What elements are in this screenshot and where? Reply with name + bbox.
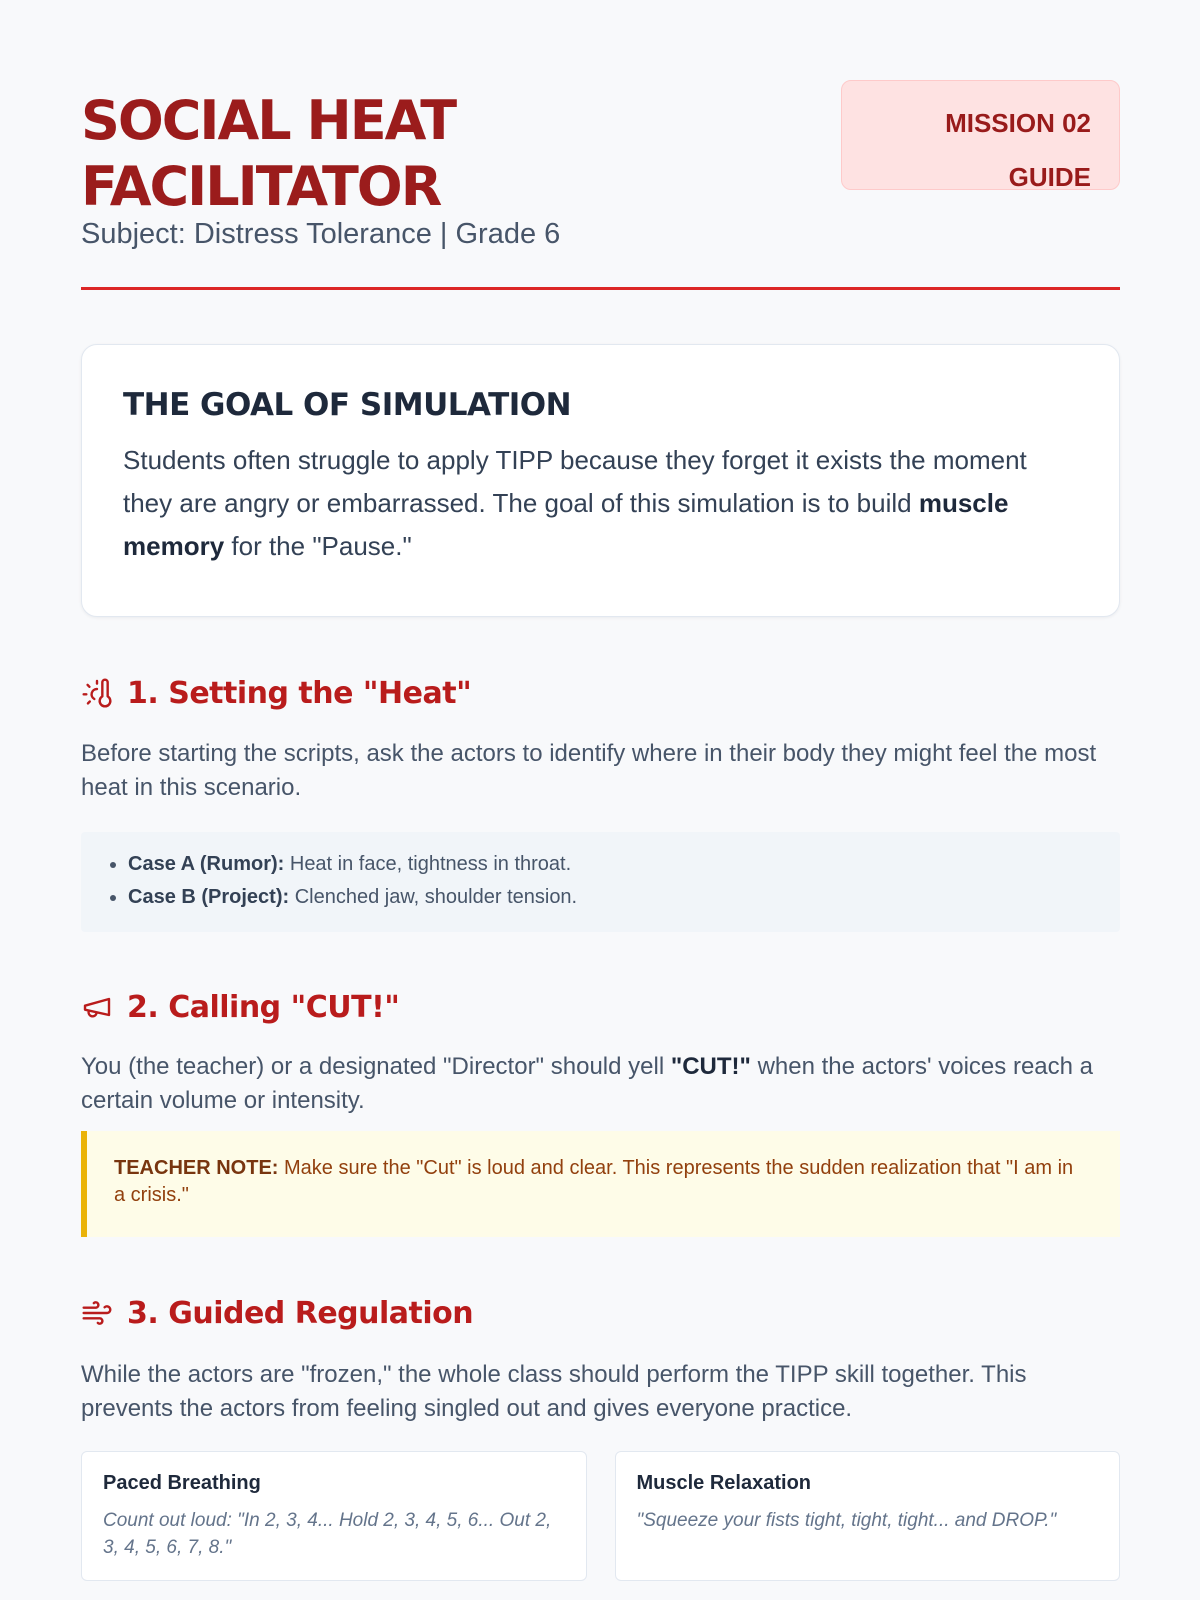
- badge-line-2: GUIDE: [1008, 162, 1091, 192]
- teacher-note-text: Make sure the "Cut" is loud and clear. This represents the sudden realization that "I am in a crisis.": [114, 1157, 1074, 1206]
- teacher-note: [81, 1131, 1120, 1237]
- section-text-2-after: when the actors' voices reach a certain volume or intensity.: [81, 1053, 1093, 1114]
- section-heading-1: [81, 673, 471, 713]
- section-title-3: 3. Guided Regulation: [127, 1295, 474, 1331]
- section-text-1: Before starting the scripts, ask the actors to identify where in their body they might feel the most heat in this scenario.: [81, 740, 1097, 801]
- section-heading-2: [81, 987, 399, 1027]
- list-item: [128, 848, 1120, 881]
- case-a-text: Heat in face, tightness in throat.: [284, 853, 572, 875]
- title-line-1: SOCIAL HEAT: [81, 89, 456, 152]
- case-list: [128, 848, 1120, 914]
- teacher-note-label: TEACHER NOTE:: [114, 1157, 279, 1179]
- section-heading-3: [81, 1293, 473, 1333]
- thermometer-sun-icon: [81, 676, 115, 710]
- goal-card: [81, 344, 1120, 617]
- title-line-2: FACILITATOR: [81, 155, 441, 218]
- card-text: Count out loud: "In 2, 3, 4... Hold 2, 3, 4, 5, 6... Out 2, 3, 4, 5, 6, 7, 8.": [103, 1510, 552, 1558]
- goal-title: THE GOAL OF SIMULATION: [123, 387, 572, 423]
- megaphone-icon: [81, 990, 115, 1024]
- technique-card-relaxation: [615, 1451, 1121, 1581]
- list-item: [128, 881, 1120, 914]
- card-title: Muscle Relaxation: [636, 1472, 812, 1494]
- technique-cards: [81, 1451, 1120, 1581]
- goal-text: [123, 439, 1079, 568]
- wind-icon: [81, 1296, 115, 1330]
- technique-card-breathing: [81, 1451, 587, 1581]
- badge-line-1: MISSION 02: [945, 108, 1091, 138]
- section-text-2-before: You (the teacher) or a designated "Director" should yell: [81, 1053, 671, 1080]
- card-text: "Squeeze your fists tight, tight, tight... and DROP.": [636, 1510, 1057, 1531]
- case-b-label: Case B (Project):: [128, 886, 290, 908]
- goal-text-after: for the "Pause.": [224, 531, 412, 561]
- header-divider: [81, 287, 1120, 290]
- page-subtitle: Subject: Distress Tolerance | Grade 6: [81, 218, 561, 250]
- case-b-text: Clenched jaw, shoulder tension.: [289, 886, 578, 908]
- page-header: [81, 80, 1120, 290]
- case-a-label: Case A (Rumor):: [128, 853, 285, 875]
- goal-text-bold: muscle memory: [123, 488, 1009, 561]
- page-title: [81, 88, 681, 220]
- goal-text-before: Students often struggle to apply TIPP because they forget it exists the moment they are angry or embarrassed. The goal of this simulation is to build: [123, 445, 1027, 518]
- section-text-2: [81, 1050, 1120, 1118]
- card-title: Paced Breathing: [103, 1472, 261, 1494]
- section-text-3: While the actors are "frozen," the whole class should perform the TIPP skill together. This prevents the actors from feeling singled out and gives everyone practice.: [81, 1361, 1027, 1422]
- section-title-1: 1. Setting the "Heat": [127, 675, 472, 711]
- cut-emphasis: "CUT!": [670, 1053, 751, 1080]
- section-title-2: 2. Calling "CUT!": [127, 989, 400, 1025]
- case-list-box: [81, 832, 1120, 932]
- mission-badge: [841, 80, 1120, 190]
